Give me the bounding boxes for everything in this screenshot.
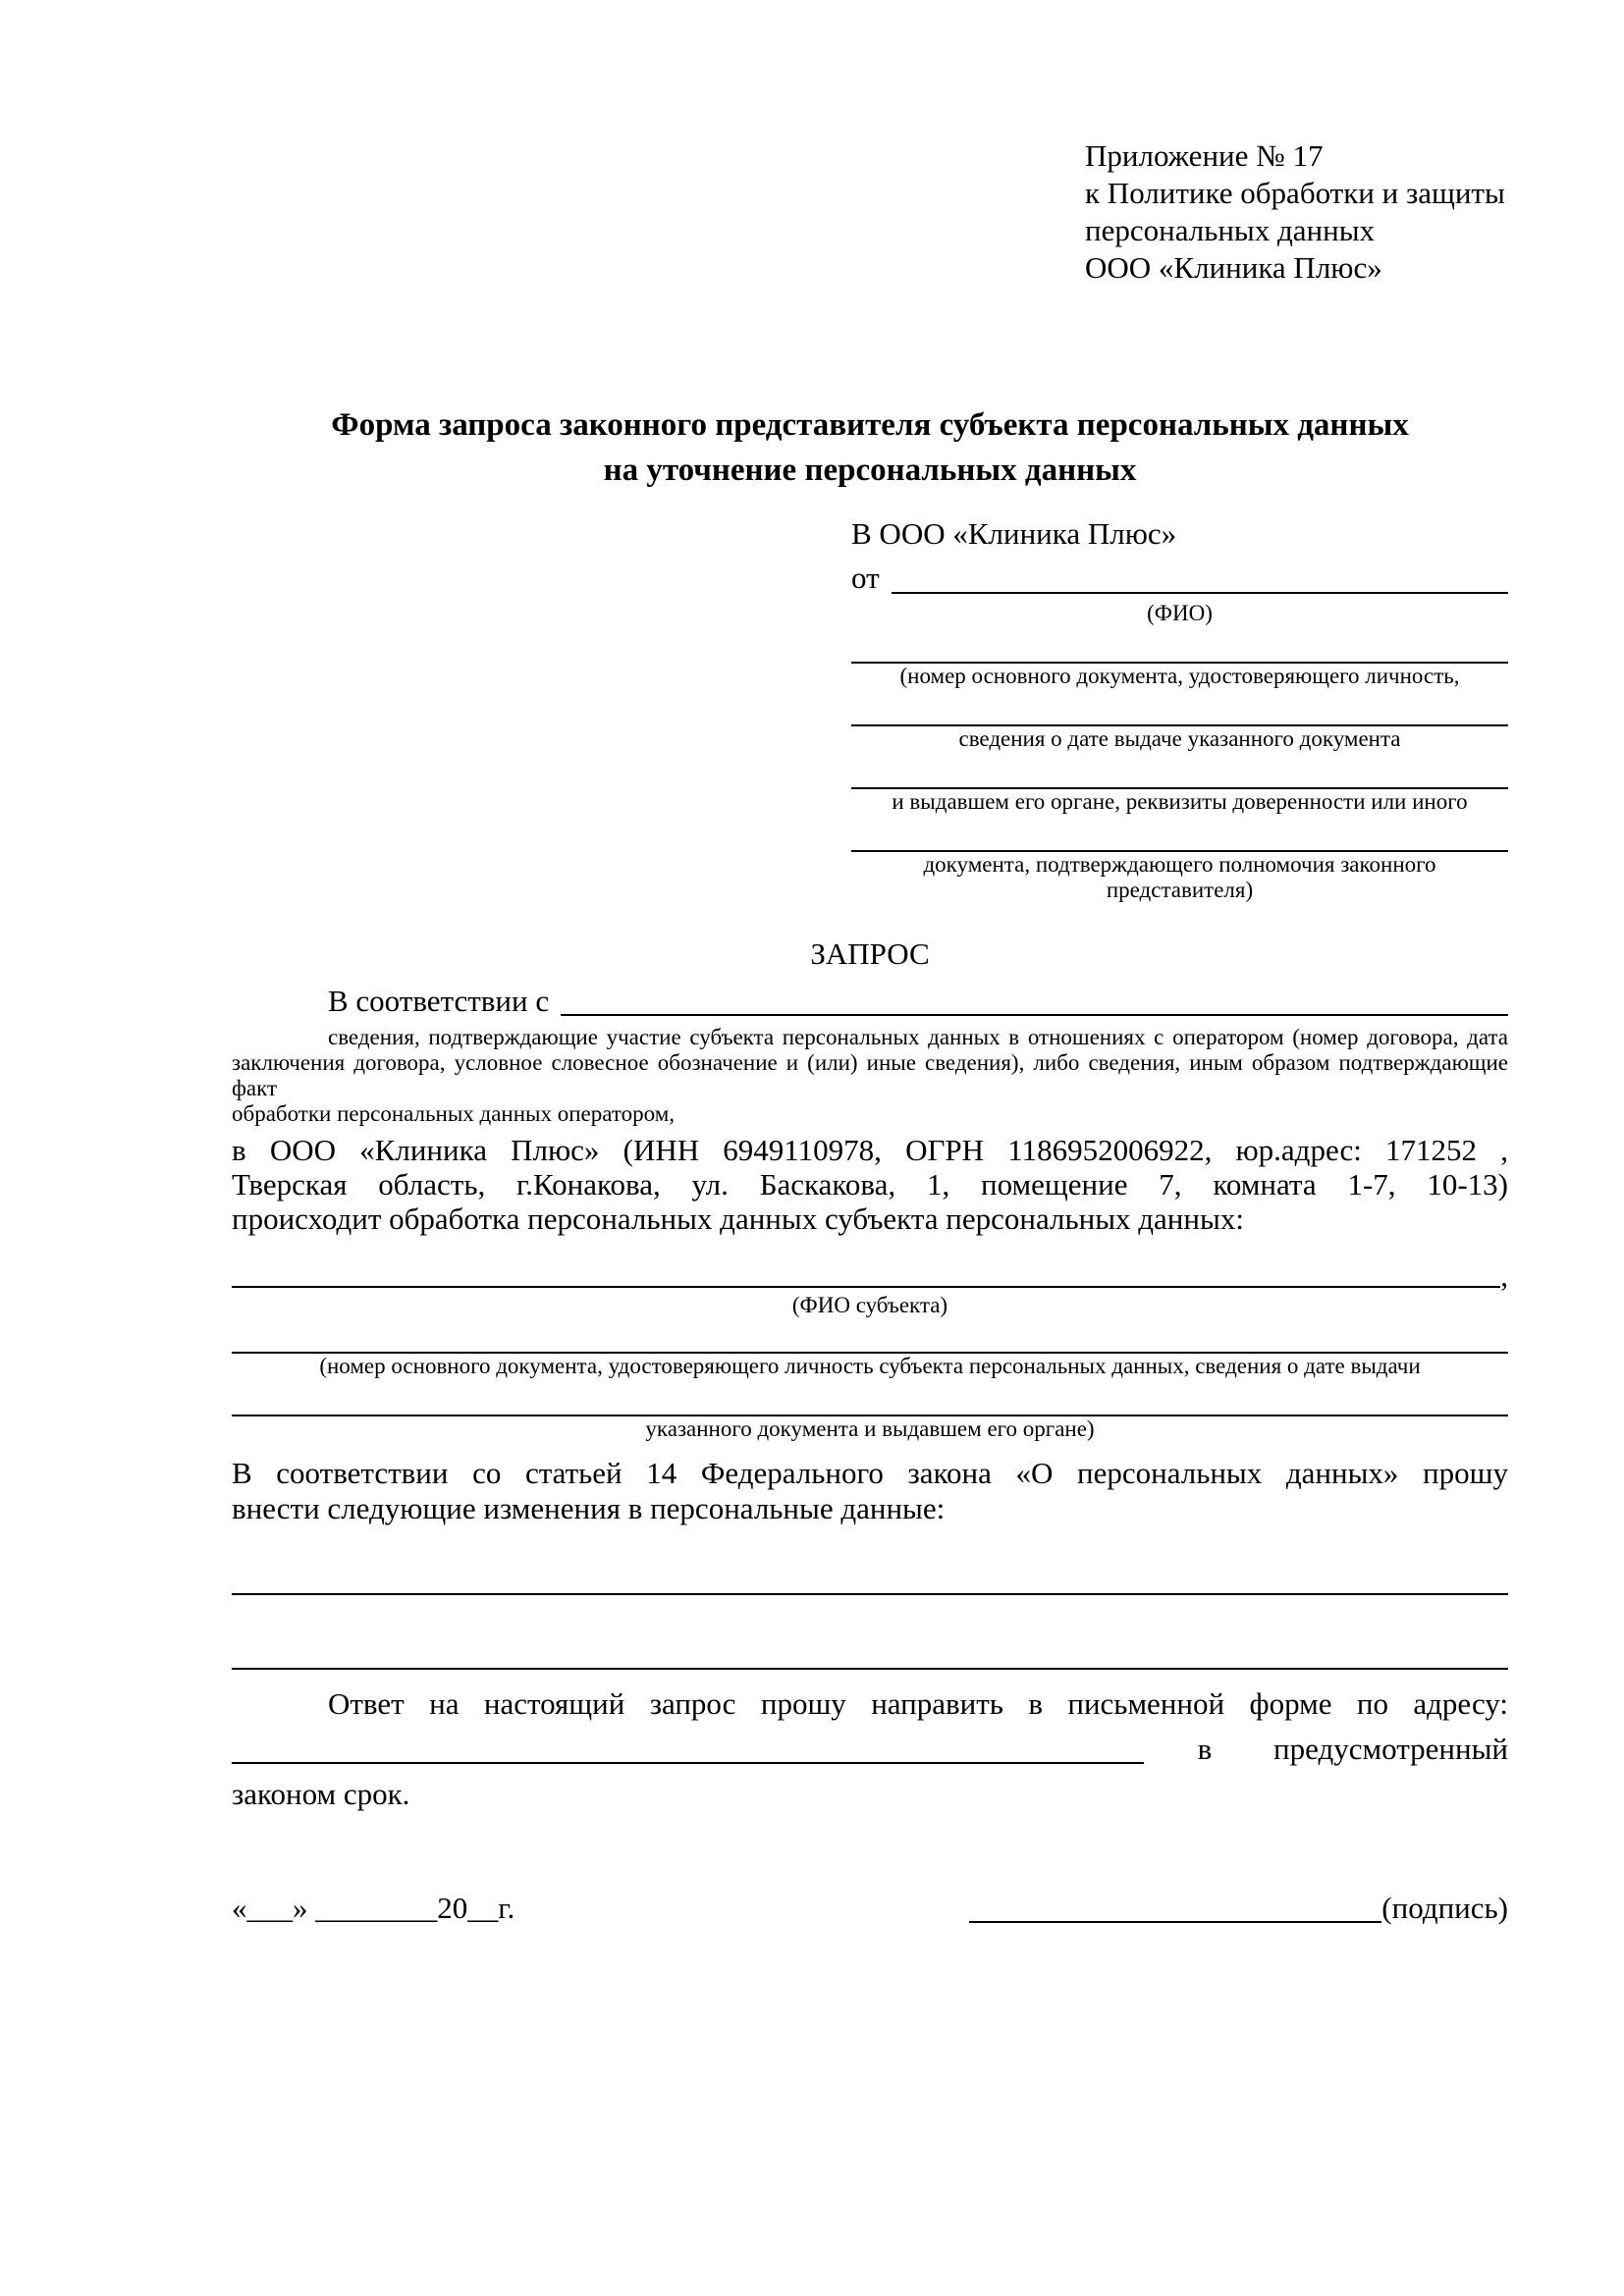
signature-caption: (подпись) — [1381, 1891, 1508, 1925]
intro-row — [232, 982, 1508, 1021]
answer-suffix: в предусмотренный — [1197, 1732, 1508, 1766]
fio-caption: (ФИО) — [1147, 601, 1213, 625]
appendix-note-line: к Политике обработки и защиты — [1085, 176, 1505, 210]
subject-caption: указанного документа и выдавшем его органе) — [645, 1416, 1095, 1441]
law-paragraph — [232, 1456, 1508, 1526]
answer-paragraph — [232, 1682, 1508, 1817]
footnote-line: заключения договора, условное словесное обозначение и (или) иные сведения), либо сведения, иным образом подтверждающие факт — [232, 1050, 1508, 1100]
operator-paragraph-line: происходит обработка персональных данных субъекта персональных данных: — [232, 1201, 1244, 1236]
intro-prefix: В соответствии с — [328, 984, 550, 1018]
address-row — [232, 1727, 1508, 1772]
form-title — [232, 402, 1508, 493]
address-fill-line — [232, 1727, 1144, 1764]
appendix-note-line: ООО «Клиника Плюс» — [1085, 250, 1382, 285]
operator-paragraph-line: Тверская область, г.Конакова, ул. Баскакова, 1, помещение 7, комната 1-7, 10-13) — [232, 1167, 1508, 1201]
document-fill-line — [851, 626, 1508, 664]
subject-fio-comma: , — [1500, 1258, 1508, 1293]
subject-caption: (ФИО субъекта) — [791, 1293, 948, 1317]
signature-group — [969, 1886, 1508, 1931]
law-paragraph-line: внести следующие изменения в персональные данные: — [232, 1491, 946, 1525]
addressee-to: В ООО «Клиника Плюс» — [851, 516, 1177, 551]
form-title-line: на уточнение персональных данных — [603, 453, 1137, 488]
law-paragraph-line: В соответствии со статьей 14 Федерального закона «О персональных данных» прошу — [232, 1456, 1508, 1490]
subject-doc-fill-line — [232, 1318, 1508, 1354]
subject-fio-fill-line — [232, 1259, 1500, 1288]
field-caption: сведения о дате выдаче указанного документа — [958, 726, 1401, 751]
subject-fio-row — [232, 1259, 1508, 1293]
document-fill-line — [851, 815, 1508, 852]
subject-doc-fill-line — [232, 1379, 1508, 1416]
from-label: от — [851, 561, 880, 595]
appendix-note — [1085, 137, 1508, 287]
changes-fill-line — [232, 1595, 1508, 1670]
appendix-note-line: Приложение № 17 — [1085, 138, 1324, 173]
changes-fill-line — [232, 1556, 1508, 1595]
field-caption: (номер основного документа, удостоверяющего личность, — [899, 664, 1460, 688]
signing-row — [232, 1886, 1508, 1931]
footnote-line: сведения, подтверждающие участие субъекта персональных данных в отношениях с оператором (номер договора, дата — [328, 1025, 1508, 1049]
appendix-note-line: персональных данных — [1085, 213, 1376, 247]
intro-fill-line — [561, 982, 1508, 1016]
subject-caption: (номер основного документа, удостоверяющего личность субъекта персональных данных, сведения о дате выдачи — [319, 1354, 1421, 1378]
answer-line: законом срок. — [232, 1777, 410, 1811]
date-field: «___» ________20__г. — [232, 1891, 515, 1925]
field-caption: документа, подтверждающего полномочия законного представителя) — [923, 852, 1436, 902]
operator-paragraph-line: в ООО «Клиника Плюс» (ИНН 6949110978, ОГРН 1186952006922, юр.адрес: 171252 , — [232, 1133, 1508, 1167]
form-title-line: Форма запроса законного представителя субъекта персональных данных — [331, 407, 1409, 443]
field-caption: и выдавшем его органе, реквизиты доверенности или иного — [892, 789, 1468, 814]
request-heading: ЗАПРОС — [810, 936, 930, 971]
footnote — [232, 1025, 1508, 1127]
footnote-line: обработки персональных данных оператором, — [232, 1101, 675, 1126]
signature-fill-line — [969, 1921, 1381, 1923]
addressee-block — [851, 512, 1508, 903]
answer-line: Ответ на настоящий запрос прошу направить в письменной форме по адресу: — [328, 1686, 1508, 1721]
document-fill-line — [851, 689, 1508, 726]
document-content — [232, 137, 1508, 1931]
operator-paragraph — [232, 1133, 1508, 1236]
fio-fill-line — [892, 556, 1508, 594]
from-row — [851, 556, 1508, 601]
document-fill-line — [851, 752, 1508, 789]
